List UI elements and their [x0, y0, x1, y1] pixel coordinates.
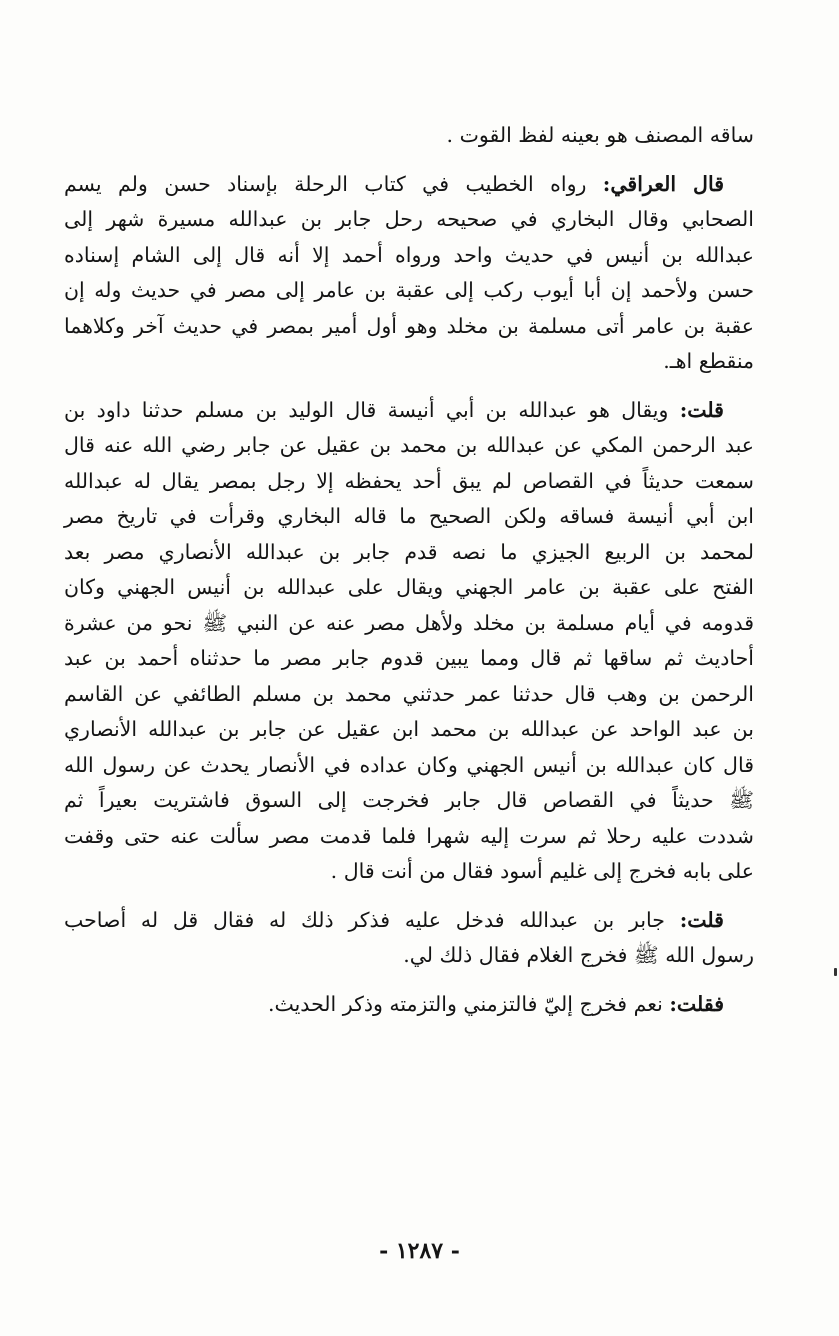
text-line: الصحابي وقال البخاري في صحيحه رحل جابر بن عبدالله مسيرة شهر إلى: [64, 207, 754, 231]
iraqi-label: قال العراقي:: [602, 171, 725, 196]
faqultu-paragraph: [64, 987, 754, 1023]
page-number: - ١٢٨٧ -: [379, 1238, 460, 1264]
text-line: قدومه في أيام مسلمة بن مخلد ولأهل مصر عنه عن النبي ﷺ نحو من عشرة: [64, 610, 754, 635]
text-line: عبدالله بن أنيس في حديث واحد ورواه أحمد إلا أنه قال إلى الشام إسناده: [64, 242, 754, 267]
text-line: لمحمد بن الربيع الجيزي ما نصه قدم جابر بن عبدالله الأنصاري مصر بعد: [64, 539, 754, 564]
qultu-paragraph-1: [64, 393, 754, 890]
margin-mark: [834, 968, 837, 976]
qultu-paragraph-2: [64, 903, 754, 974]
text-line: رسول الله ﷺ فخرج الغلام فقال ذلك لي.: [403, 943, 754, 967]
text-line: عقبة بن عامر أتى مسلمة بن مخلد وهو أول أمير بمصر في حديث آخر وكلاهما: [64, 313, 754, 338]
text-line: ساقه المصنف هو بعينه لفظ القوت .: [446, 123, 754, 147]
text-line: شددت عليه رحلا ثم سرت إليه شهرا فلما قدمت مصر سألت عنه حتى وقفت: [64, 823, 754, 848]
text-line: سمعت حديثاً في القصاص لم يبق أحد يحفظه إلا رجل بمصر يقال له عبدالله: [64, 468, 754, 493]
text-segment: ويقال هو عبدالله بن أبي أنيسة قال الوليد بن مسلم حدثنا داود بن: [64, 397, 680, 422]
text-line: حسن ولأحمد إن أبا أيوب ركب إلى عقبة بن عامر إلى مصر في حديث وله إن: [64, 278, 754, 302]
text-line: [64, 987, 754, 1023]
text-line: الفتح على عقبة بن عامر الجهني ويقال على عبدالله بن أنيس الجهني وكان: [64, 575, 754, 599]
text-line: ﷺ حديثاً في القصاص قال جابر فخرجت إلى السوق فاشتريت بعيراً ثم: [64, 788, 754, 812]
text-line: [64, 167, 754, 203]
intro-paragraph: [64, 118, 754, 154]
text-segment: نعم فخرج إليّ فالتزمني والتزمته وذكر الحديث.: [267, 991, 670, 1016]
text-line: قال كان عبدالله بن أنيس الجهني وكان عداده في الأنصار يحدث عن رسول الله: [64, 752, 754, 777]
text-line: على بابه فخرج إلى غليم أسود فقال من أنت قال .: [330, 859, 754, 883]
text-segment: رواه الخطيب في كتاب الرحلة بإسناد حسن ولم يسم: [64, 171, 603, 196]
text-segment: جابر بن عبدالله فدخل عليه فذكر ذلك له فقال قل له أصاحب: [64, 907, 680, 932]
text-line: عبد الرحمن المكي عن عبدالله بن محمد بن عقيل عن جابر رضي الله عنه قال: [64, 433, 754, 457]
text-line: أحاديث ثم ساقها ثم قال ومما يبين قدوم جابر مصر ما حدثناه أحمد بن عبد: [64, 646, 754, 670]
text-line: بن عبد الواحد عن عبدالله بن محمد ابن عقيل عن جابر بن عبدالله الأنصاري: [64, 717, 754, 741]
qultu-label: قلت:: [679, 397, 724, 422]
text-line: الرحمن بن وهب قال حدثنا عمر حدثني محمد بن مسلم الطائفي عن القاسم: [64, 681, 754, 706]
page-body: [64, 118, 754, 1022]
text-line: منقطع اهـ.: [663, 349, 754, 373]
iraqi-paragraph: [64, 167, 754, 380]
faqultu-label: فقلت:: [669, 991, 724, 1016]
text-line: [64, 903, 754, 939]
text-line: [64, 393, 754, 429]
text-line: ابن أبي أنيسة فساقه ولكن الصحيح ما قاله البخاري وقرأت في تاريخ مصر: [64, 504, 754, 528]
qultu-label: قلت:: [679, 907, 724, 932]
